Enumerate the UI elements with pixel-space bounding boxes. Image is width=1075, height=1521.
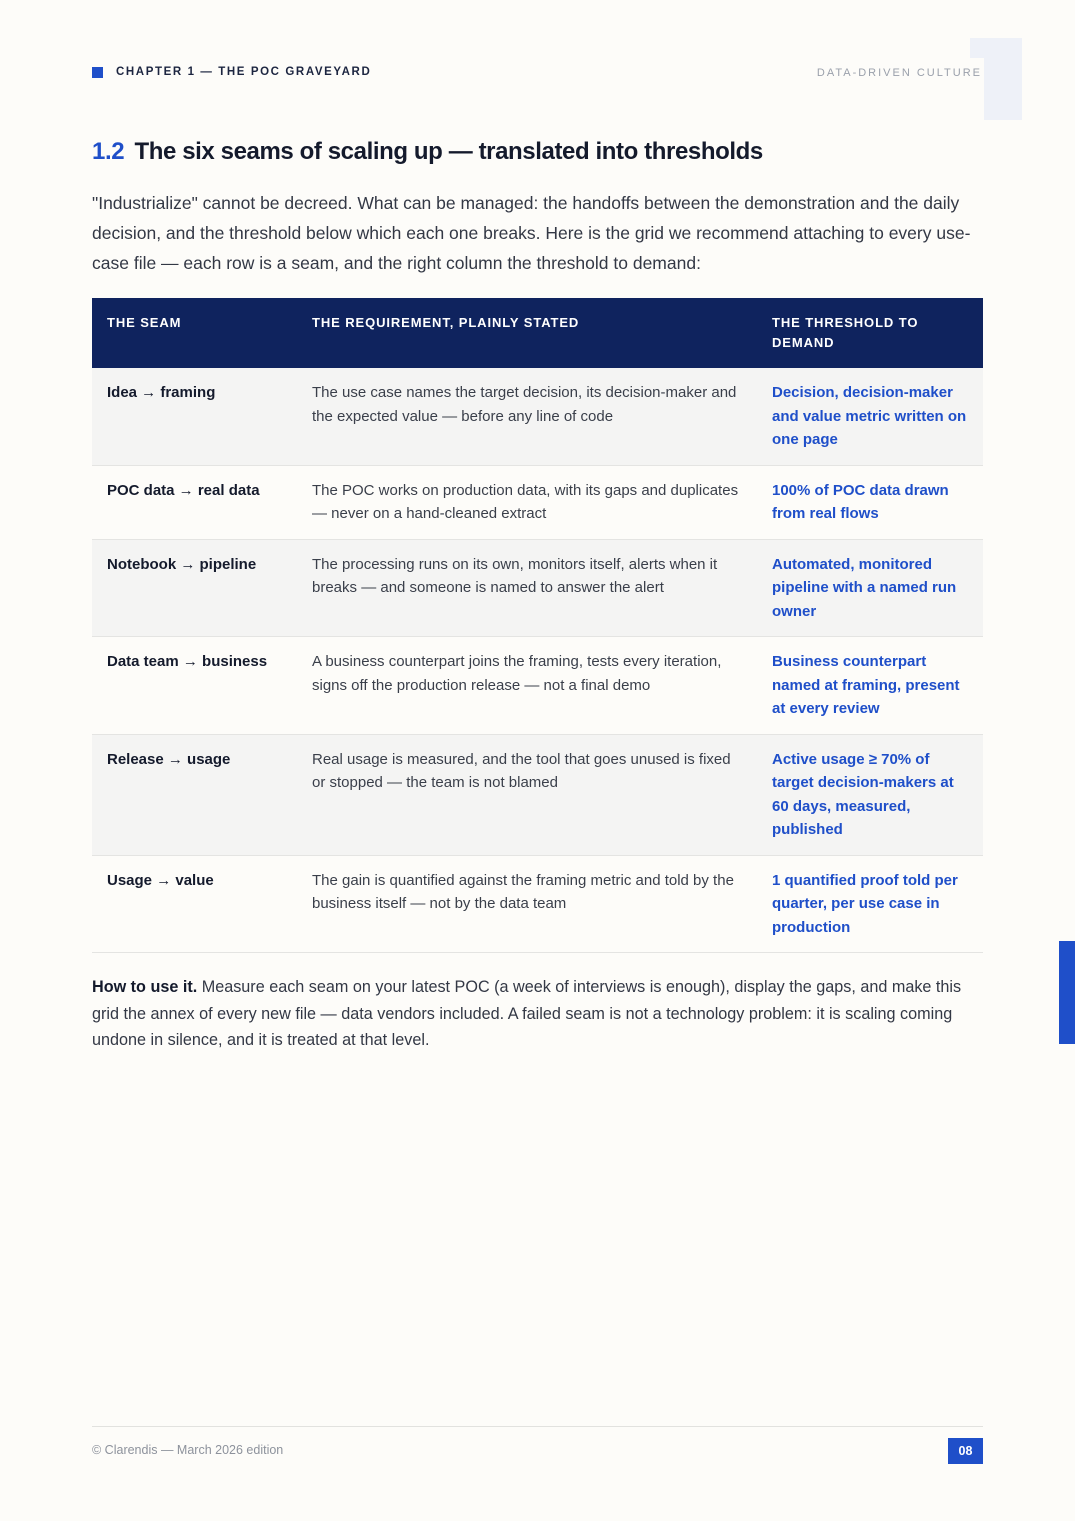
chapter-numeral-decoration bbox=[984, 38, 1022, 120]
seam-cell: Usage → value bbox=[92, 855, 297, 953]
footer-copyright: © Clarendis — March 2026 edition bbox=[92, 1443, 284, 1457]
seam-cell: Notebook → pipeline bbox=[92, 539, 297, 637]
section-title: The six seams of scaling up — translated into thresholds bbox=[134, 138, 763, 165]
table-row bbox=[92, 539, 983, 637]
chapter-label bbox=[92, 66, 371, 78]
requirement-cell: Real usage is measured, and the tool that goes unused is fixed or stopped — the team is not blamed bbox=[297, 734, 757, 855]
threshold-cell: 100% of POC data drawn from real flows bbox=[757, 465, 983, 539]
threshold-cell: Business counterpart named at framing, present at every review bbox=[757, 637, 983, 735]
column-header-requirement: THE REQUIREMENT, PLAINLY STATED bbox=[297, 298, 757, 368]
table-header-row bbox=[92, 298, 983, 368]
chapter-title: CHAPTER 1 — THE POC GRAVEYARD bbox=[116, 66, 372, 78]
requirement-cell: The processing runs on its own, monitors itself, alerts when it breaks — and someone is named to answer the alert bbox=[297, 539, 757, 637]
how-to-use-paragraph bbox=[92, 974, 977, 1054]
requirement-cell: The POC works on production data, with its gaps and duplicates — never on a hand-cleaned extract bbox=[297, 465, 757, 539]
page-number-badge: 08 bbox=[948, 1438, 983, 1464]
requirement-cell: A business counterpart joins the framing, tests every iteration, signs off the production release — not a final demo bbox=[297, 637, 757, 735]
how-to-use-text: Measure each seam on your latest POC (a week of interviews is enough), display the gaps, and make this grid the annex of every new file — data vendors included. A failed seam is not a technology problem: it is scaling coming undone in silence, and it is treated at that level. bbox=[92, 978, 962, 1049]
threshold-cell: Automated, monitored pipeline with a named run owner bbox=[757, 539, 983, 637]
table-row bbox=[92, 368, 983, 465]
chapter-side-tab bbox=[1059, 941, 1075, 1044]
chapter-square-marker bbox=[92, 67, 103, 78]
running-title: DATA-DRIVEN CULTURE bbox=[816, 67, 982, 79]
seams-table bbox=[92, 298, 983, 953]
page-header bbox=[92, 66, 982, 82]
threshold-cell: Decision, decision-maker and value metric written on one page bbox=[757, 368, 983, 465]
column-header-seam: THE SEAM bbox=[92, 298, 297, 368]
threshold-cell: Active usage ≥ 70% of target decision-makers at 60 days, measured, published bbox=[757, 734, 983, 855]
intro-paragraph: "Industrialize" cannot be decreed. What can be managed: the handoffs between the demonstration and the daily decision, and the threshold below which each one breaks. Here is the grid we recommend attaching to every use-case file — each row is a seam, and the right column the threshold to demand: bbox=[92, 193, 971, 273]
seam-cell: Release → usage bbox=[92, 734, 297, 855]
section-number: 1.2 bbox=[92, 138, 125, 165]
requirement-cell: The gain is quantified against the framing metric and told by the business itself — not by the data team bbox=[297, 855, 757, 953]
table-row bbox=[92, 734, 983, 855]
section-heading bbox=[92, 138, 763, 166]
seam-cell: POC data → real data bbox=[92, 465, 297, 539]
how-to-use-lead: How to use it. bbox=[92, 978, 198, 996]
seam-cell: Data team → business bbox=[92, 637, 297, 735]
requirement-cell: The use case names the target decision, its decision-maker and the expected value — before any line of code bbox=[297, 368, 757, 465]
column-header-threshold: THE THRESHOLD TO DEMAND bbox=[757, 298, 983, 368]
threshold-cell: 1 quantified proof told per quarter, per use case in production bbox=[757, 855, 983, 953]
table-row bbox=[92, 465, 983, 539]
table-row bbox=[92, 855, 983, 953]
table-row bbox=[92, 637, 983, 735]
footer-divider bbox=[92, 1426, 983, 1427]
seam-cell: Idea → framing bbox=[92, 368, 297, 465]
